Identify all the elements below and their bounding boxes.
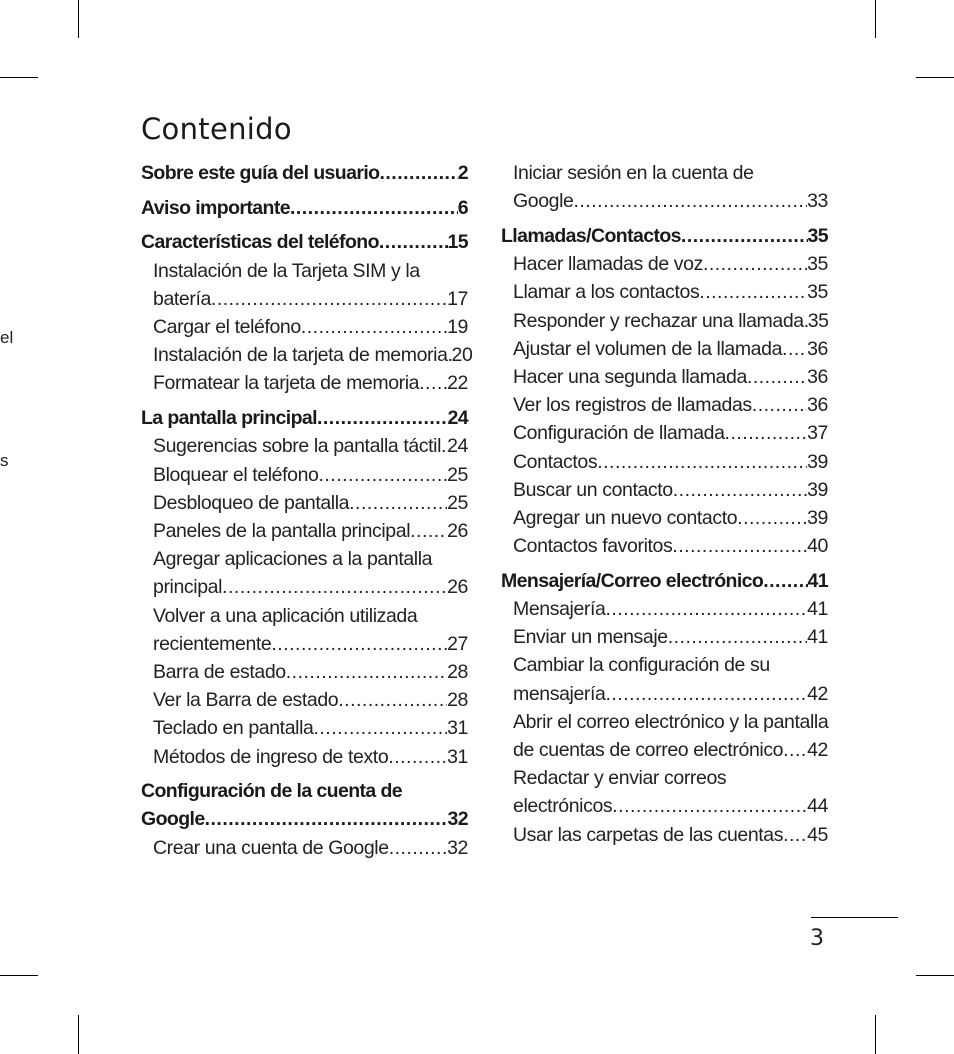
- crop-mark: [0, 975, 38, 976]
- toc-entry: [501, 764, 828, 792]
- toc-entry: [141, 573, 468, 601]
- dot-leader: [699, 278, 807, 306]
- toc-entry-title: Llamar a los contactos: [513, 281, 700, 304]
- toc-entry: [141, 743, 468, 771]
- toc-page-number: 40: [807, 535, 828, 558]
- toc-entry: [141, 257, 468, 285]
- toc-entry-title: Teclado en pantalla: [153, 717, 314, 740]
- toc-entry: [141, 369, 468, 397]
- toc-page-number: 44: [807, 795, 828, 818]
- toc-entry-title: Cargar el teléfono: [153, 316, 301, 339]
- toc-page-number: 36: [807, 337, 828, 360]
- toc-page-number: 39: [807, 478, 828, 501]
- toc-entry: [501, 278, 828, 306]
- toc-entry: [141, 313, 468, 341]
- toc-page-number: 35: [807, 253, 828, 276]
- dot-leader: [605, 680, 807, 708]
- toc-entry-title: Ver los registros de llamadas: [513, 394, 752, 417]
- edge-text-fragment: el: [0, 328, 14, 347]
- dot-leader: [379, 228, 448, 256]
- toc-page-number: 32: [447, 808, 468, 831]
- toc-page-number: 39: [807, 450, 828, 473]
- toc-entry: [141, 686, 468, 714]
- dot-leader: [737, 504, 807, 532]
- footer-rule: [811, 917, 898, 918]
- toc-section-entry: [141, 194, 468, 222]
- toc-entry-title: Aviso importante: [141, 196, 290, 219]
- dot-leader: [673, 476, 807, 504]
- toc-entry-title: Paneles de la pantalla principal: [153, 519, 411, 542]
- toc-page-number: 2: [457, 162, 468, 184]
- toc-entry: [501, 448, 828, 476]
- dot-leader: [668, 623, 807, 651]
- toc-entry-title: Mensajería: [513, 598, 606, 621]
- dot-leader: [782, 335, 807, 363]
- dot-leader: [725, 419, 808, 447]
- toc-entry: [501, 680, 828, 708]
- toc-entry: [501, 651, 828, 679]
- toc-page-number: 31: [447, 745, 468, 768]
- toc-entry-title: Métodos de ingreso de texto: [153, 745, 389, 768]
- toc-entry-title: Ajustar el volumen de la llamada: [513, 337, 783, 360]
- toc-page-number: 25: [447, 463, 468, 486]
- toc-section-entry: [501, 222, 828, 250]
- dot-leader: [672, 532, 807, 560]
- toc-entry: [501, 595, 828, 623]
- toc-entry-title: batería: [153, 287, 211, 310]
- toc-right-column: [501, 159, 828, 849]
- toc-entry: [501, 821, 828, 849]
- dot-leader: [205, 805, 448, 833]
- toc-entry-title: Bloquear el teléfono: [153, 463, 319, 486]
- toc-entry-title: Enviar un mensaje: [513, 626, 668, 649]
- toc-entry-title: Formatear la tarjeta de memoria: [153, 372, 420, 395]
- toc-entry-title: Instalación de la tarjeta de memoria: [153, 344, 448, 367]
- toc-section-entry: [141, 777, 468, 805]
- toc-entry-title: La pantalla principal: [141, 407, 317, 430]
- dot-leader: [763, 567, 807, 595]
- toc-entry-title: Responder y rechazar una llamada: [513, 309, 804, 332]
- toc-page-number: 22: [447, 372, 468, 395]
- toc-page-number: 15: [447, 231, 468, 254]
- toc-section-entry: [141, 805, 468, 833]
- toc-entry: [141, 517, 468, 545]
- toc-page-number: 24: [447, 407, 468, 430]
- toc-page-number: 26: [447, 576, 468, 599]
- toc-entry: [141, 714, 468, 742]
- dot-leader: [318, 461, 447, 489]
- toc-page-number: 42: [807, 682, 828, 705]
- dot-leader: [349, 489, 447, 517]
- toc-entry: [501, 476, 828, 504]
- toc-section-entry: [141, 159, 468, 187]
- toc-entry: [141, 834, 468, 862]
- toc-entry: [141, 432, 468, 460]
- toc-entry: [501, 250, 828, 278]
- toc-section-entry: [141, 228, 468, 256]
- dot-leader: [271, 630, 447, 658]
- toc-page-number: 6: [457, 196, 468, 219]
- dot-leader: [703, 250, 807, 278]
- dot-leader: [752, 391, 807, 419]
- toc-entry: [501, 307, 828, 335]
- toc-entry: [501, 708, 828, 736]
- page-title: Contenido: [141, 112, 292, 146]
- toc-page-number: 31: [447, 717, 468, 740]
- toc-entry: [141, 341, 473, 369]
- toc-entry: [141, 489, 468, 517]
- toc-entry: [501, 335, 828, 363]
- toc-page-number: 41: [807, 598, 828, 621]
- crop-mark: [916, 77, 954, 78]
- toc-entry: [501, 419, 828, 447]
- dot-leader: [389, 834, 447, 862]
- toc-entry: [141, 602, 468, 630]
- toc-entry: [141, 285, 468, 313]
- toc-page-number: 36: [807, 365, 828, 388]
- toc-entry-title: Características del teléfono: [141, 231, 379, 254]
- toc-entry: [501, 532, 828, 560]
- toc-entry-title: Instalación de la Tarjeta SIM y la: [153, 259, 420, 282]
- toc-entry-title: Abrir el correo electrónico y la pantalla: [513, 710, 829, 733]
- toc-section-entry: [141, 404, 468, 432]
- dot-leader: [783, 821, 807, 849]
- dot-leader: [222, 573, 447, 601]
- toc-entry: [501, 391, 828, 419]
- toc-entry-title: Configuración de la cuenta de: [141, 780, 403, 803]
- dot-leader: [747, 363, 807, 391]
- toc-entry-title: Desbloqueo de pantalla: [153, 491, 350, 514]
- crop-mark: [875, 0, 876, 38]
- toc-page-number: 17: [447, 287, 468, 310]
- dot-leader: [410, 517, 447, 545]
- toc-page-number: 37: [807, 422, 828, 445]
- dot-leader: [605, 595, 807, 623]
- crop-mark: [78, 1015, 79, 1054]
- toc-page-number: 33: [807, 190, 828, 213]
- toc-page-number: 35: [807, 224, 828, 247]
- toc-entry: [141, 461, 468, 489]
- toc-entry-title: Cambiar la configuración de su: [513, 654, 770, 677]
- page-number: 3: [810, 926, 824, 951]
- toc-entry-title: Llamadas/Contactos: [501, 224, 681, 247]
- toc-entry-title: Crear una cuenta de Google: [153, 836, 389, 859]
- crop-mark: [916, 975, 954, 976]
- toc-page-number: 24: [447, 435, 468, 458]
- dot-leader: [573, 187, 807, 215]
- toc-page-number: 41: [807, 569, 828, 592]
- toc-entry-title: Hacer una segunda llamada: [513, 365, 747, 388]
- toc-page-number: 42: [807, 739, 828, 762]
- toc-entry-title: Redactar y enviar correos: [513, 767, 727, 790]
- toc-entry: [141, 630, 468, 658]
- dot-leader: [379, 159, 457, 187]
- toc-entry: [501, 187, 828, 215]
- toc-page-number: 35: [807, 281, 828, 304]
- dot-leader: [597, 448, 807, 476]
- toc-entry-title: Configuración de llamada: [513, 422, 725, 445]
- toc-entry-title: Google: [513, 190, 574, 213]
- dot-leader: [338, 686, 447, 714]
- toc-entry: [501, 504, 828, 532]
- toc-section-entry: [501, 567, 828, 595]
- toc-entry-title: Usar las carpetas de las cuentas: [513, 823, 784, 846]
- dot-leader: [290, 194, 458, 222]
- toc-entry: [501, 159, 828, 187]
- toc-entry: [501, 363, 828, 391]
- toc-page-number: 41: [807, 626, 828, 649]
- toc-entry-title: Sugerencias sobre la pantalla táctil: [153, 435, 442, 458]
- toc-page-number: 36: [807, 394, 828, 417]
- toc-entry-title: Sobre este guía del usuario: [141, 162, 380, 184]
- toc-page-number: 25: [447, 491, 468, 514]
- toc-page-number: 28: [447, 689, 468, 712]
- toc-entry: [501, 792, 828, 820]
- toc-page-number: 28: [447, 660, 468, 683]
- toc-page-number: 27: [447, 632, 468, 655]
- toc-page-number: 26: [447, 519, 468, 542]
- toc-entry: [501, 736, 828, 764]
- dot-leader: [211, 285, 447, 313]
- toc-left-column: [141, 159, 473, 862]
- toc-entry-title: Hacer llamadas de voz: [513, 253, 703, 276]
- crop-mark: [875, 1015, 876, 1054]
- toc-entry-title: Google: [141, 808, 205, 831]
- toc-page-number: 32: [447, 836, 468, 859]
- dot-leader: [612, 792, 807, 820]
- toc-entry-title: Buscar un contacto: [513, 478, 673, 501]
- crop-mark: [78, 0, 79, 38]
- dot-leader: [681, 222, 808, 250]
- toc-page-number: 45: [807, 823, 828, 846]
- dot-leader: [388, 743, 447, 771]
- toc-entry-title: de cuentas de correo electrónico: [513, 739, 784, 762]
- toc-entry: [141, 658, 468, 686]
- edge-text-fragment: s: [0, 451, 9, 470]
- toc-page-number: 39: [807, 506, 828, 529]
- dot-leader: [419, 369, 447, 397]
- toc-entry-title: Contactos favoritos: [513, 535, 673, 558]
- toc-entry-title: recientemente: [153, 632, 272, 655]
- toc-page-number: 20: [451, 344, 473, 367]
- toc-entry-title: Contactos: [513, 450, 598, 473]
- toc-entry-title: Iniciar sesión en la cuenta de: [513, 162, 754, 184]
- toc-entry: [501, 623, 828, 651]
- dot-leader: [301, 313, 447, 341]
- toc-entry-title: electrónicos: [513, 795, 613, 818]
- toc-entry-title: principal: [153, 576, 223, 599]
- dot-leader: [286, 658, 447, 686]
- toc-entry-title: Mensajería/Correo electrónico: [501, 569, 764, 592]
- dot-leader: [317, 404, 448, 432]
- toc-entry-title: Barra de estado: [153, 660, 286, 683]
- toc-entry-title: mensajería: [513, 682, 606, 705]
- crop-mark: [0, 77, 38, 78]
- dot-leader: [313, 714, 447, 742]
- toc-entry-title: Agregar un nuevo contacto: [513, 506, 738, 529]
- dot-leader: [783, 736, 807, 764]
- toc-entry-title: Ver la Barra de estado: [153, 689, 339, 712]
- toc-page-number: 19: [447, 316, 468, 339]
- toc-page-number: 35: [807, 309, 829, 332]
- toc-entry-title: Volver a una aplicación utilizada: [153, 604, 418, 627]
- toc-entry-title: Agregar aplicaciones a la pantalla: [153, 548, 433, 571]
- toc-entry: [141, 545, 468, 573]
